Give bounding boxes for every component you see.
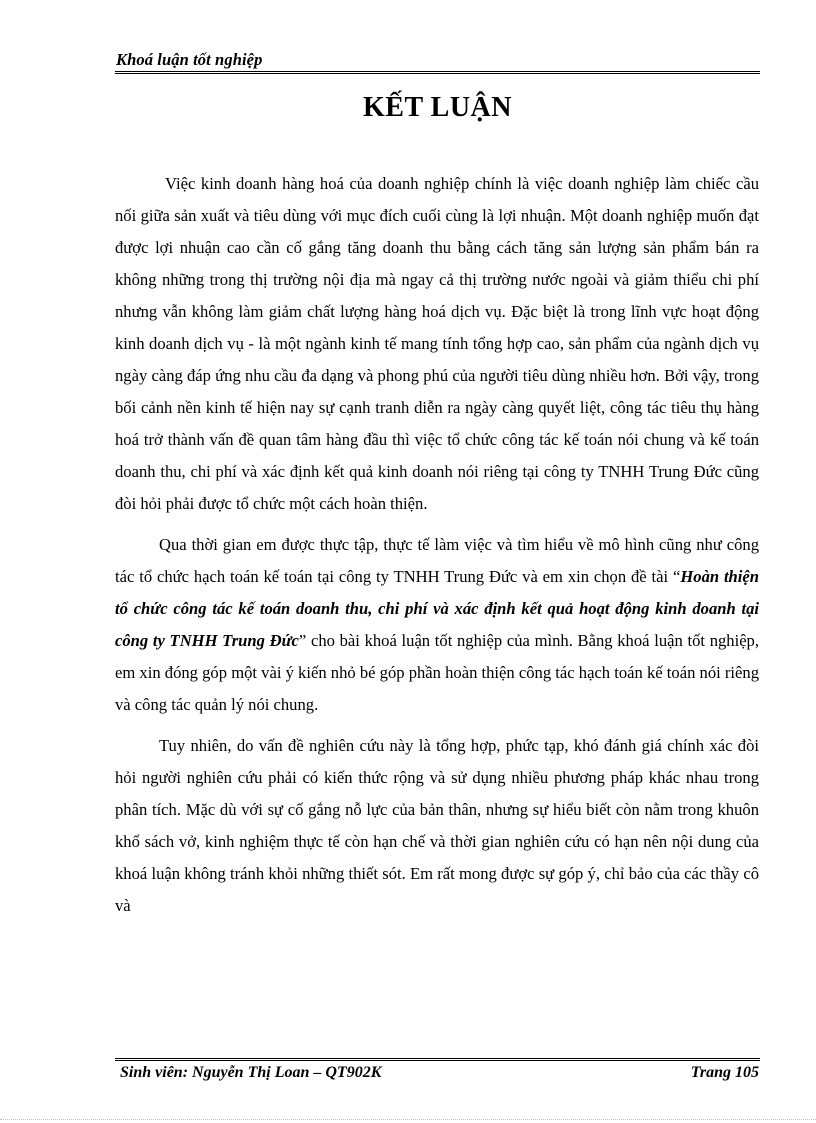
footer-rule [115, 1058, 760, 1061]
paragraph-1: Việc kinh doanh hàng hoá của doanh nghiệp chính là việc doanh nghiệp làm chiếc cầu nối giữa sản xuất và tiêu dùng với mục đích cuối cùng là lợi nhuận. Một doanh nghiệp muốn đạt được lợi nhuận cao cần cố gắng tăng doanh thu bằng cách tăng sản lượng sản phẩm bán ra không những trong thị trường nội địa mà ngay cả thị trường nước ngoài và giảm thiểu chi phí nhưng vẫn không làm giảm chất lượng hàng hoá dịch vụ. Đặc biệt là trong lĩnh vực hoạt động kinh doanh dịch vụ - là một ngành kinh tế mang tính tổng hợp cao, sản phẩm của ngành dịch vụ ngày càng đáp ứng nhu cầu đa dạng và phong phú của người tiêu dùng nhiều hơn. Bởi vậy, trong bối cảnh nền kinh tế hiện nay sự cạnh tranh diễn ra ngày càng quyết liệt, công tác tiêu thụ hàng hoá trở thành vấn đề quan tâm hàng đầu thì việc tổ chức công tác kế toán nói chung và kế toán doanh thu, chi phí và xác định kết quả kinh doanh nói riêng tại công ty TNHH Trung Đức cũng đòi hỏi phải được tổ chức một cách hoàn thiện. [115, 174, 759, 513]
footer-student: Sinh viên: Nguyễn Thị Loan – QT902K [120, 1064, 382, 1081]
paragraph-3: Tuy nhiên, do vấn đề nghiên cứu này là tổng hợp, phức tạp, khó đánh giá chính xác đòi hỏi người nghiên cứu phải có kiến thức rộng và sử dụng nhiều phương pháp khác nhau trong phân tích. Mặc dù với sự cố gắng nỗ lực của bản thân, nhưng sự hiểu biết còn nằm trong khuôn khổ sách vở, kinh nghiệm thực tế còn hạn chế và thời gian nghiên cứu có hạn nên nội dung của khoá luận không tránh khỏi những thiết sót. Em rất mong được sự góp ý, chỉ bảo của các thầy cô và [115, 736, 759, 915]
thesis-topic: Hoàn thiện tổ chức công tác kế toán doanh thu, chi phí và xác định kết quả hoạt động kinh doanh tại công ty TNHH Trung Đức [115, 567, 759, 650]
page-edge-dotted-line [0, 1119, 816, 1120]
footer-page-number: Trang 105 [690, 1064, 759, 1081]
running-header-title: Khoá luận tốt nghiệp [116, 50, 263, 69]
header-rule [115, 71, 760, 74]
page-title: KẾT LUẬN [363, 92, 512, 123]
paragraph-2-rest: ” cho bài khoá luận tốt nghiệp của mình. Bằng khoá luận tốt nghiệp, em xin đóng góp một vài ý kiến nhỏ bé góp phần hoàn thiện công tác hạch toán kế toán nói riêng và công tác quản lý nói chung. [115, 631, 760, 714]
paragraph-2-intro: Qua thời gian em được thực tập, thực tế làm việc và tìm hiểu về mô hình cũng như công tác tổ chức hạch toán kế toán tại công ty TNHH Trung Đức và em xin chọn đề tài “ [115, 535, 759, 586]
body-text [115, 168, 759, 922]
paragraph-2 [115, 529, 759, 721]
